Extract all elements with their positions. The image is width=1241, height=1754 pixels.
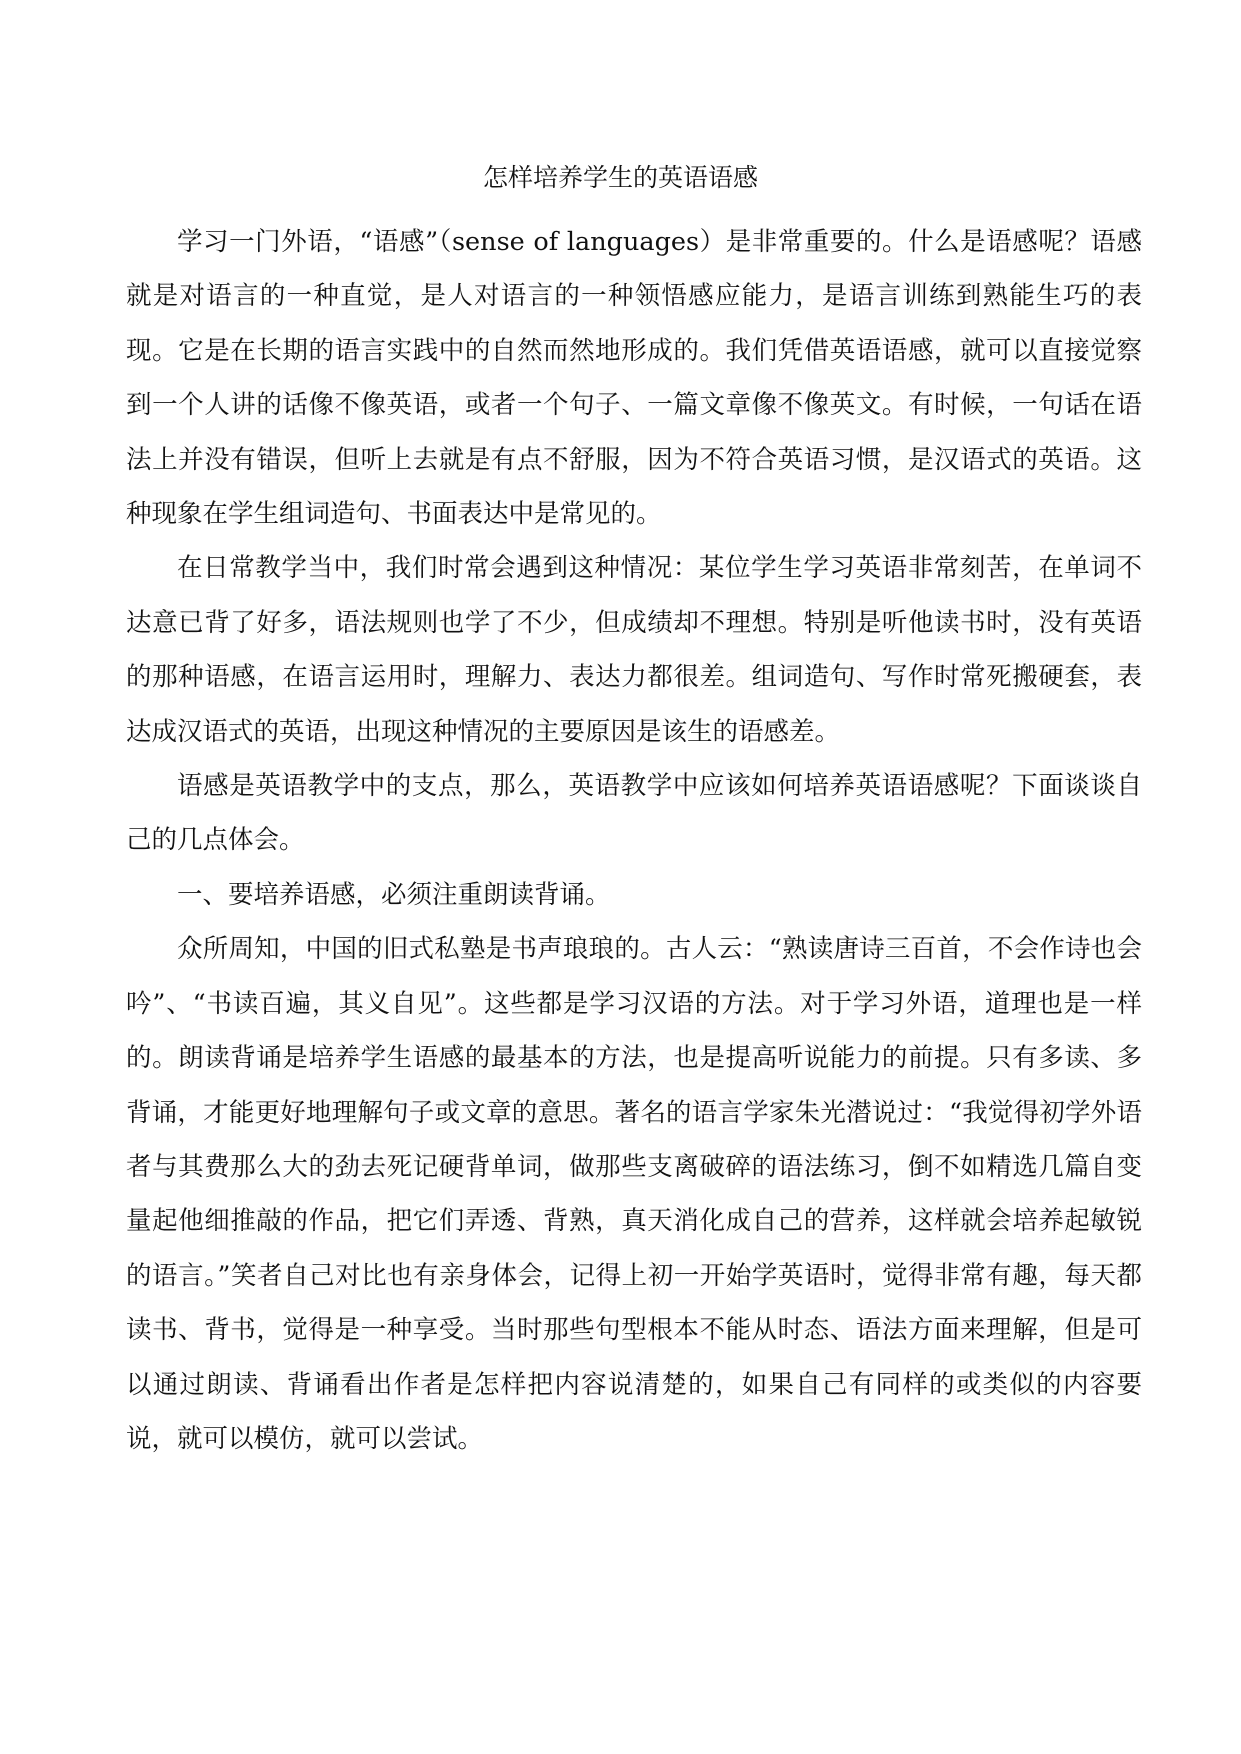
document-title: 怎样培养学生的英语语感 bbox=[482, 163, 758, 192]
paragraph-reading-recitation: 众所周知，中国的旧式私塾是书声琅琅的。古人云：“熟读唐诗三百首，不会作诗也会吟”、“书读百遍，其义自见”。这些都是学习汉语的方法。对于学习外语，道理也是一样的。朗读背诵是培养学生语感的最基本的方法，也是提高听说能力的前提。只有多读、多背诵，才能更好地理解句子或文章的意思。著名的语言学家朱光潜说过：“我觉得初学外语者与其费那么大的劲去死记硬背单词，做那些支离破碎的语法练习，倒不如精选几篇自变量起他细推敲的作品，把它们弄透、背熟，真天消化成自己的营养，这样就会培养起敏锐的语言。”笑者自己对比也有亲身体会，记得上初一开始学英语时，觉得非常有趣，每天都读书、背书，觉得是一种享受。当时那些句型根本不能从时态、语法方面来理解，但是可以通过朗读、背诵看出作者是怎样把内容说清楚的，如果自己有同样的或类似的内容要说，就可以模仿，就可以尝试。 bbox=[126, 934, 1142, 1454]
paragraph-intro: 学习一门外语，“语感”（sense of languages）是非常重要的。什么是语感呢？语感就是对语言的一种直觉，是人对语言的一种领悟感应能力，是语言训练到熟能生巧的表现。它是在长期的语言实践中的自然而然地形成的。我们凭借英语语感，就可以直接觉察到一个人讲的话像不像英语，或者一个句子、一篇文章像不像英文。有时候，一句话在语法上并没有错误，但听上去就是有点不舒服，因为不符合英语习惯，是汉语式的英语。这种现象在学生组词造句、书面表达中是常见的。 bbox=[126, 227, 1142, 530]
section-heading-one: 一、要培养语感，必须注重朗读背诵。 bbox=[177, 879, 611, 910]
paragraph-common-situation: 在日常教学当中，我们时常会遇到这种情况：某位学生学习英语非常刻苦，在单词不达意已背了好多，语法规则也学了不少，但成绩却不理想。特别是听他读书时，没有英语的那种语感，在语言运用时，理解力、表达力都很差。组词造句、写作时常死搬硬套，表达成汉语式的英语，出现这种情况的主要原因是该生的语感差。 bbox=[126, 553, 1142, 747]
paragraph-question: 语感是英语教学中的支点，那么，英语教学中应该如何培养英语语感呢？下面谈谈自己的几点体会。 bbox=[126, 771, 1142, 856]
document-body bbox=[126, 215, 1142, 1466]
